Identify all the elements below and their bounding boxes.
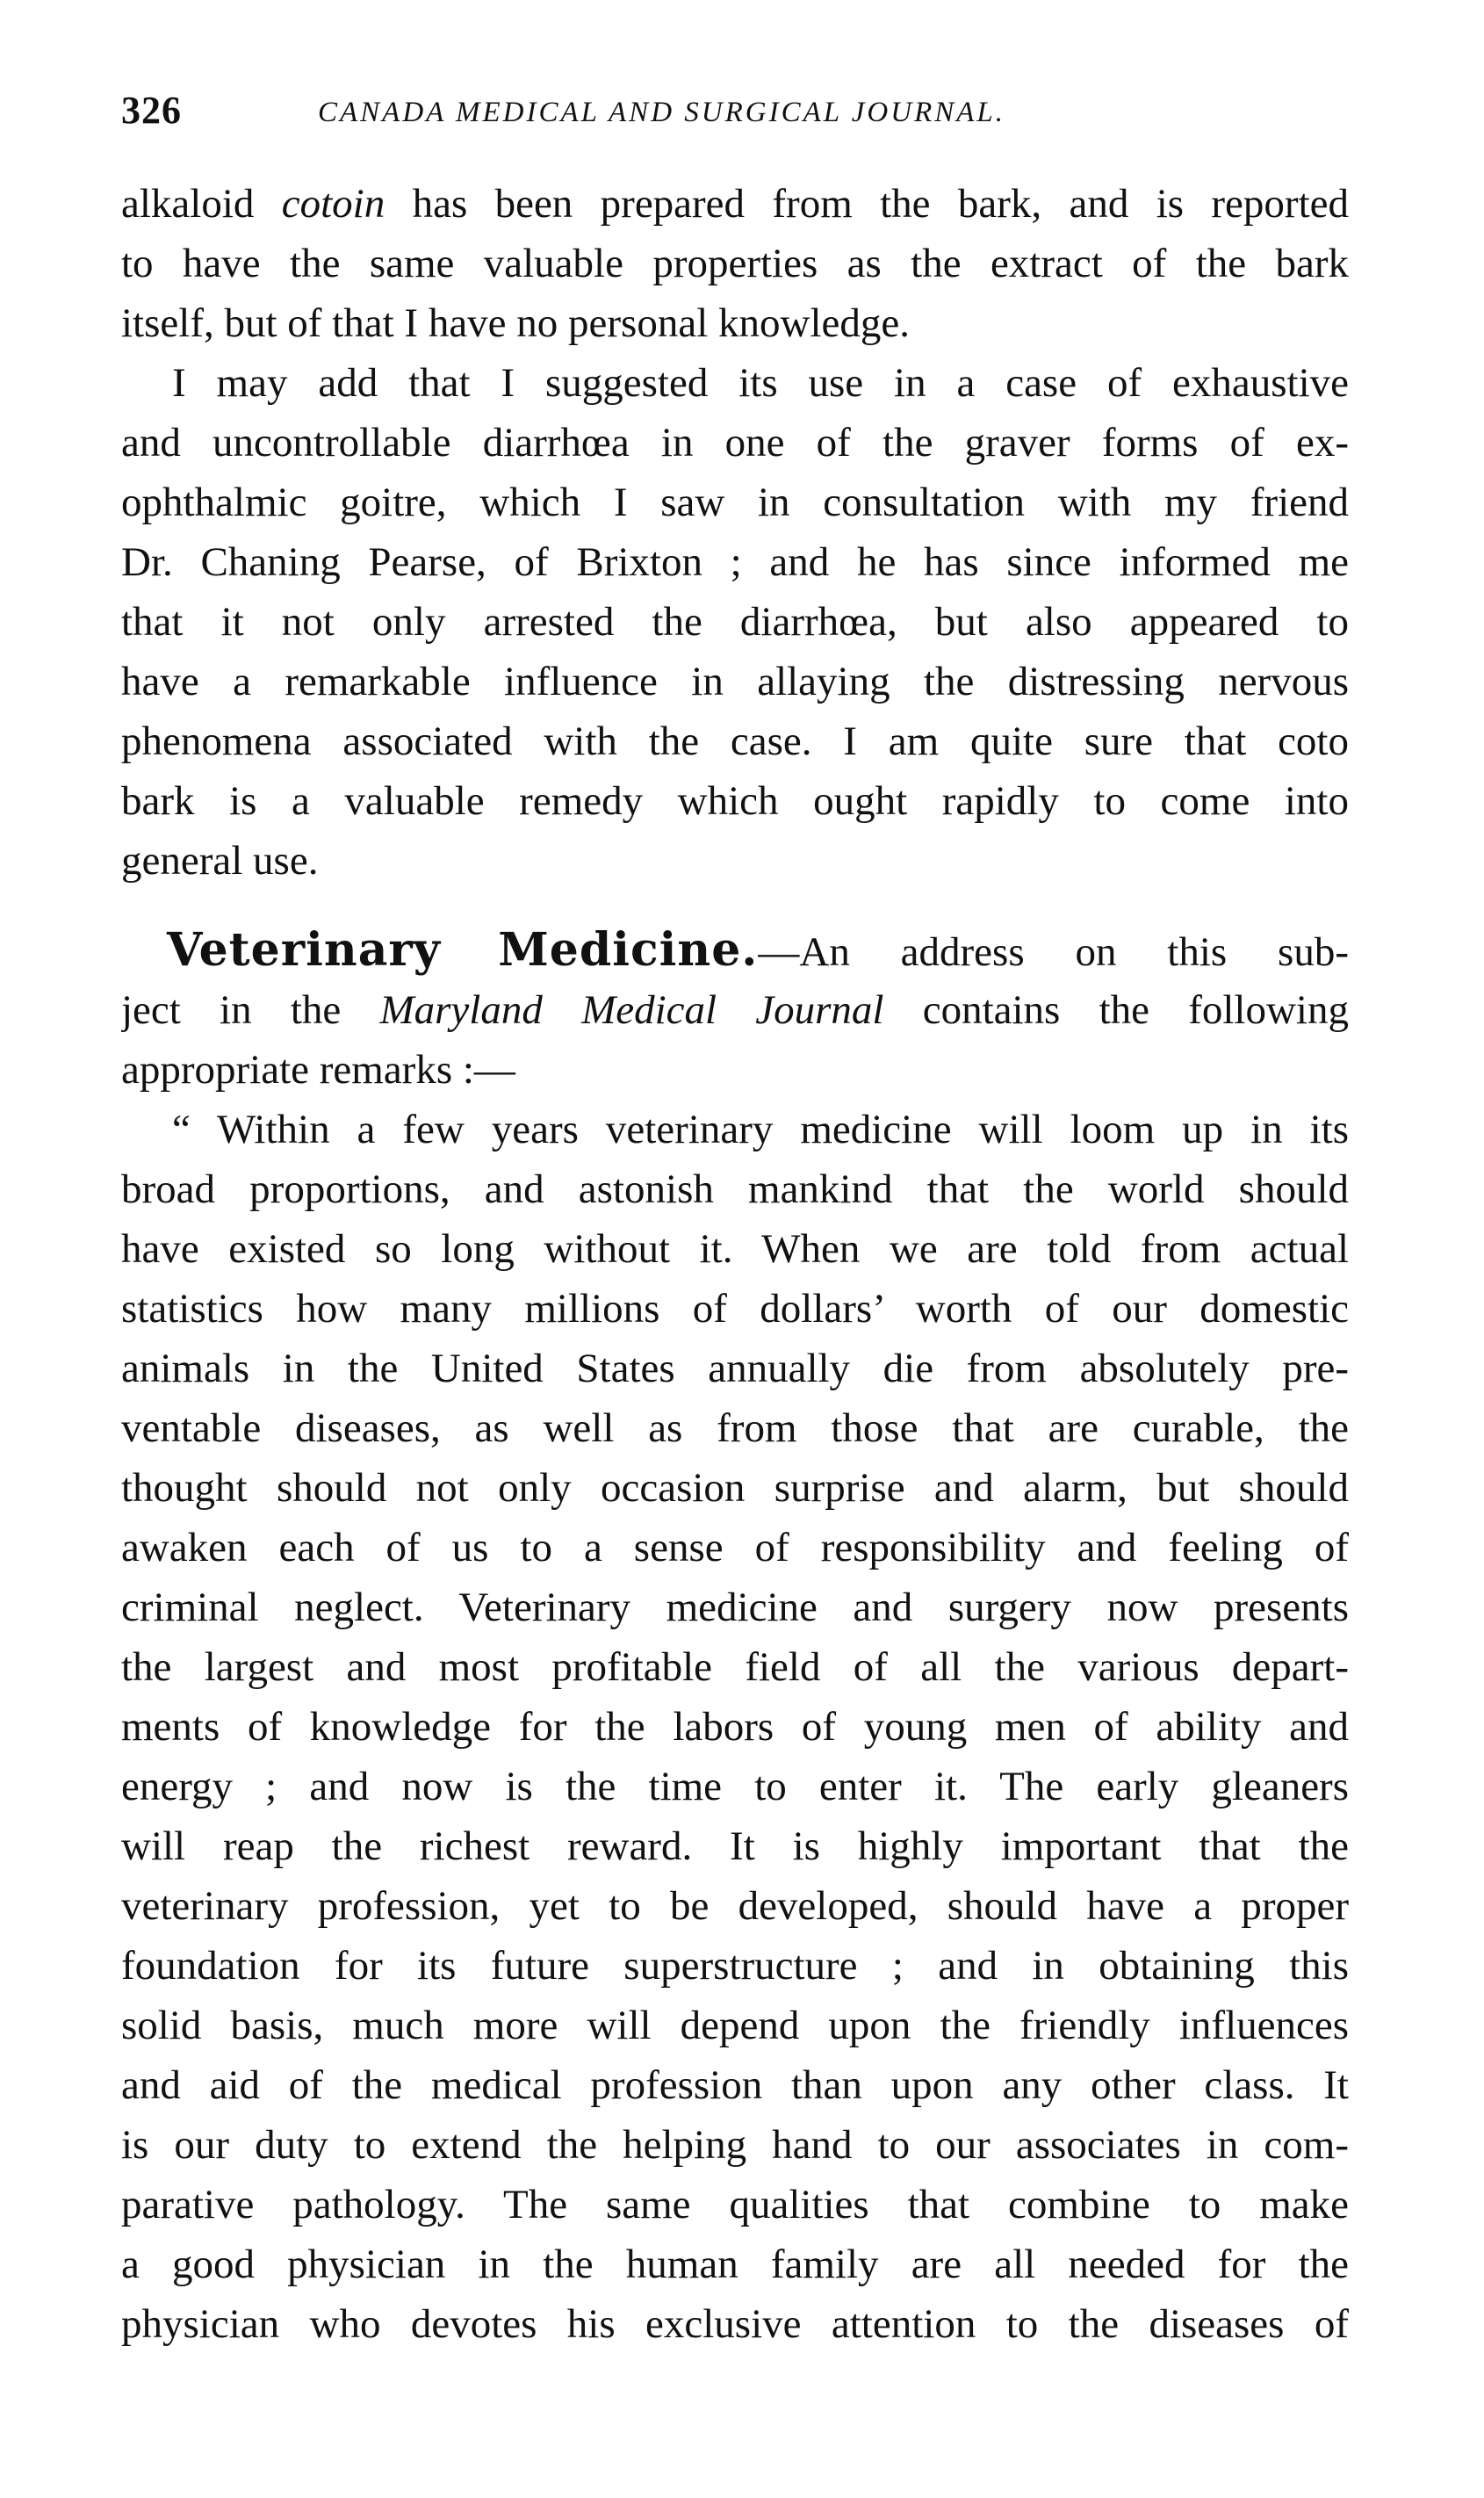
text-line: veterinary profession, yet to be developed, should have a proper — [121, 1883, 1349, 1929]
text-line: animals in the United States annually die from absolutely pre- — [121, 1346, 1349, 1391]
page-number: 326 — [121, 89, 182, 132]
text-line: is our duty to extend the helping hand to our associates in com- — [121, 2122, 1349, 2168]
text-line: to have the same valuable properties as the extract of the bark — [121, 241, 1349, 286]
text-line: Dr. Chaning Pearse, of Brixton ; and he has since informed me — [121, 539, 1349, 585]
text-line: the largest and most profitable field of all the various depart- — [121, 1644, 1349, 1690]
italic-journal-name: Maryland Medical Journal — [379, 987, 884, 1033]
text-line: broad proportions, and astonish mankind that the world should — [121, 1166, 1349, 1212]
text-line: and uncontrollable diarrhœa in one of the graver forms of ex- — [121, 420, 1349, 466]
text-line: statistics how many millions of dollars’ worth of our domestic — [121, 1286, 1349, 1332]
text-line: and aid of the medical profession than upon any other class. It — [121, 2062, 1349, 2108]
running-head — [121, 88, 1351, 141]
text-line: appropriate remarks :— — [121, 1047, 515, 1093]
journal-title: CANADA MEDICAL AND SURGICAL JOURNAL. — [318, 97, 1006, 128]
coto-bark-paragraphs — [121, 174, 1349, 891]
text-line: energy ; and now is the time to enter it. The early gleaners — [121, 1764, 1349, 1809]
text-line: alkaloid cotoin has been prepared from the bark, and is reported — [121, 181, 1349, 227]
text-line: awaken each of us to a sense of responsibility and feeling of — [121, 1525, 1349, 1570]
text-line: criminal neglect. Veterinary medicine and surgery now presents — [121, 1585, 1349, 1630]
text-line: thought should not only occasion surprise and alarm, but should — [121, 1465, 1349, 1511]
text-line: I may add that I suggested its use in a case of exhaustive — [172, 360, 1349, 406]
italic-term: cotoin — [281, 181, 385, 227]
text-line: ventable diseases, as well as from those that are curable, the — [121, 1405, 1349, 1451]
section-heading-line: Veterinary Medicine.—An address on this sub- — [167, 923, 1349, 977]
text-line: foundation for its future superstructure ; and in obtaining this — [121, 1943, 1349, 1989]
text-line: a good physician in the human family are all needed for the — [121, 2242, 1349, 2287]
section-heading: Veterinary Medicine. — [167, 923, 759, 977]
veterinary-medicine-section — [121, 921, 1349, 2354]
text-line: solid basis, much more will depend upon the friendly influences — [121, 2003, 1349, 2048]
text-line: that it not only arrested the diarrhœa, but also appeared to — [121, 599, 1349, 645]
text-line: parative pathology. The same qualities that combine to make — [121, 2182, 1349, 2227]
text-line: ophthalmic goitre, which I saw in consultation with my friend — [121, 480, 1349, 525]
text-line: phenomena associated with the case. I am quite sure that coto — [121, 718, 1349, 764]
text-line: have existed so long without it. When we are told from actual — [121, 1226, 1349, 1272]
text-line: physician who devotes his exclusive attention to the diseases of — [121, 2301, 1349, 2347]
text-line: general use. — [121, 838, 319, 884]
text-line: itself, but of that I have no personal knowledge. — [121, 300, 910, 346]
text-line: will reap the richest reward. It is highly important that the — [121, 1823, 1349, 1869]
text-line: ments of knowledge for the labors of young men of ability and — [121, 1704, 1349, 1750]
text-line: ject in the Maryland Medical Journal contains the following — [121, 987, 1349, 1033]
text-line: bark is a valuable remedy which ought rapidly to come into — [121, 778, 1349, 824]
text-line: “ Within a few years veterinary medicine will loom up in its — [172, 1107, 1349, 1152]
text-line: have a remarkable influence in allaying the distressing nervous — [121, 659, 1349, 704]
